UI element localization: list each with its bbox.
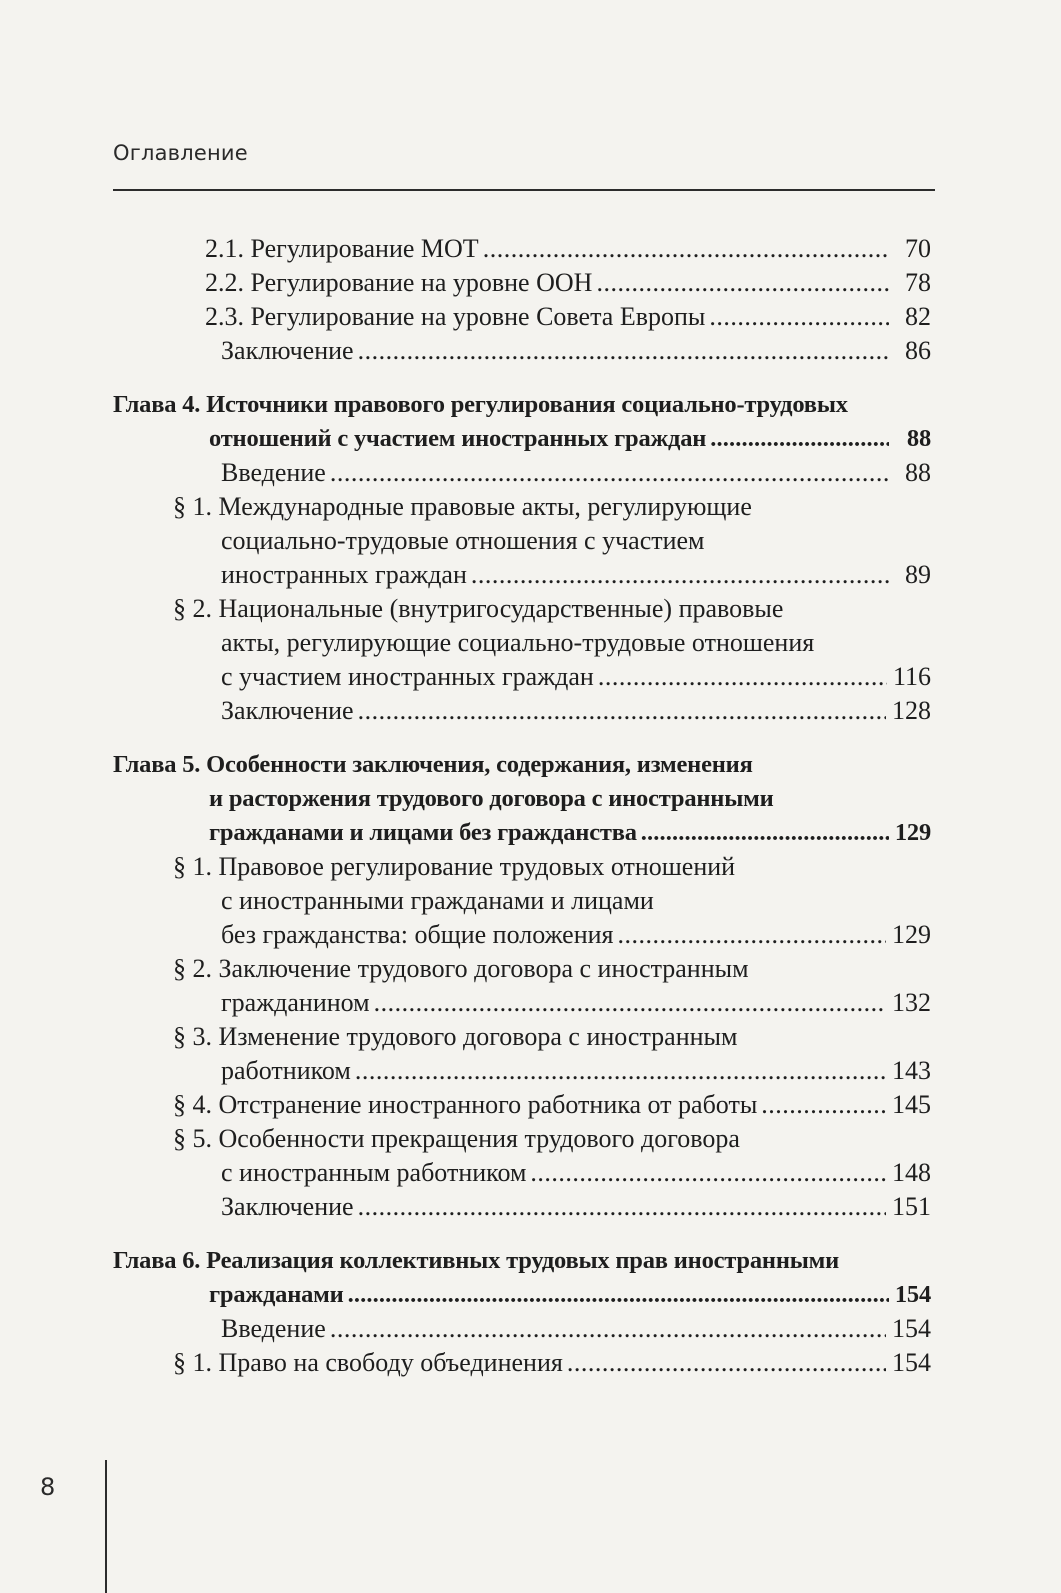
toc-entry-final-line	[173, 660, 931, 694]
toc-entry-final-line	[173, 1088, 931, 1122]
toc-entry-page-number: 145	[892, 1090, 931, 1119]
toc-entry-para[interactable]	[113, 1020, 931, 1088]
toc-entry-title: Заключение	[221, 696, 354, 725]
toc-entry-para[interactable]	[113, 1346, 931, 1380]
dot-leader	[358, 334, 889, 368]
dot-leader	[358, 1190, 886, 1224]
toc-entry-title: 2.2. Регулирование на уровне ООН	[205, 268, 593, 297]
toc-entry-page-number: 143	[892, 1056, 931, 1085]
toc-entry-title: с иностранным работником	[221, 1158, 527, 1187]
toc-entry-chapter[interactable]	[113, 748, 931, 850]
toc-entry-page-number: 154	[894, 1281, 931, 1308]
toc-entry-title-line: § 1. Международные правовые акты, регулирующие	[173, 492, 752, 521]
dot-leader	[641, 816, 889, 850]
dot-leader	[567, 1346, 886, 1380]
toc-entry-title-line: акты, регулирующие социально-трудовые отношения	[221, 628, 815, 657]
toc-entry-page-number: 154	[892, 1348, 931, 1377]
toc-entry-sub[interactable]	[113, 266, 931, 300]
toc-entry-intro[interactable]	[113, 694, 931, 728]
toc-entry-final-line	[173, 1346, 931, 1380]
table-of-contents	[113, 232, 931, 1380]
dot-leader	[355, 1054, 886, 1088]
toc-entry-title-line: Глава 5. Особенности заключения, содержания, изменения	[113, 751, 753, 778]
toc-entry-final-line	[205, 300, 931, 334]
header-rule	[113, 189, 935, 191]
toc-entry-page-number: 89	[905, 560, 931, 589]
running-head: Оглавление	[113, 141, 248, 165]
toc-entry-para[interactable]	[113, 1088, 931, 1122]
toc-entry-para[interactable]	[113, 1122, 931, 1190]
dot-leader	[483, 232, 889, 266]
toc-entry-final-line	[221, 1190, 931, 1224]
margin-rule	[105, 1460, 107, 1593]
toc-entry-final-line	[173, 986, 931, 1020]
toc-entry-title-line: § 2. Национальные (внутригосударственные) правовые	[173, 594, 784, 623]
toc-entry-sub[interactable]	[113, 300, 931, 334]
toc-entry-page-number: 129	[894, 819, 931, 846]
toc-entry-title: иностранных граждан	[221, 560, 467, 589]
toc-entry-page-number: 132	[892, 988, 931, 1017]
toc-entry-final-line	[113, 422, 931, 456]
toc-entry-title: работником	[221, 1056, 351, 1085]
toc-entry-para[interactable]	[113, 952, 931, 1020]
toc-entry-title: § 1. Право на свободу объединения	[173, 1348, 563, 1377]
dot-leader	[598, 660, 887, 694]
toc-entry-para[interactable]	[113, 592, 931, 694]
toc-entry-page-number: 116	[892, 662, 931, 691]
toc-entry-title-line: Глава 6. Реализация коллективных трудовых прав иностранными	[113, 1247, 840, 1274]
toc-entry-title: Введение	[221, 458, 326, 487]
toc-entry-title-line: и расторжения трудового договора с иностранными	[209, 785, 774, 812]
dot-leader	[330, 1312, 886, 1346]
dot-leader	[471, 558, 889, 592]
toc-entry-title: Введение	[221, 1314, 326, 1343]
dot-leader	[709, 300, 889, 334]
toc-entry-chapter[interactable]	[113, 1244, 931, 1312]
toc-entry-title-line: § 2. Заключение трудового договора с иностранным	[173, 954, 749, 983]
toc-entry-title-line: Глава 4. Источники правового регулирования социально-трудовых	[113, 391, 848, 418]
toc-entry-title: с участием иностранных граждан	[221, 662, 594, 691]
dot-leader	[761, 1088, 886, 1122]
toc-entry-title: Заключение	[221, 1192, 354, 1221]
toc-entry-title-line: § 3. Изменение трудового договора с иностранным	[173, 1022, 738, 1051]
toc-entry-title: 2.3. Регулирование на уровне Совета Европы	[205, 302, 706, 331]
toc-entry-final-line	[221, 334, 931, 368]
dot-leader	[348, 1278, 889, 1312]
toc-entry-final-line	[221, 456, 931, 490]
toc-entry-title: § 4. Отстранение иностранного работника от работы	[173, 1090, 758, 1119]
chapter-gap	[113, 1224, 931, 1244]
toc-entry-final-line	[205, 232, 931, 266]
toc-entry-page-number: 88	[905, 458, 931, 487]
toc-entry-final-line	[173, 1054, 931, 1088]
toc-entry-page-number: 78	[905, 268, 931, 297]
toc-entry-page-number: 154	[892, 1314, 931, 1343]
toc-entry-final-line	[221, 1312, 931, 1346]
toc-entry-final-line	[113, 1278, 931, 1312]
toc-entry-title: отношений с участием иностранных граждан	[209, 425, 707, 452]
dot-leader	[530, 1156, 886, 1190]
toc-entry-title-line: социально-трудовые отношения с участием	[221, 526, 705, 555]
dot-leader	[710, 422, 889, 456]
toc-entry-para[interactable]	[113, 850, 931, 952]
toc-entry-final-line	[221, 694, 931, 728]
toc-entry-title-line: с иностранными гражданами и лицами	[221, 886, 654, 915]
toc-entry-final-line	[173, 558, 931, 592]
dot-leader	[330, 456, 889, 490]
toc-entry-page-number: 151	[892, 1192, 931, 1221]
dot-leader	[358, 694, 886, 728]
toc-entry-sub[interactable]	[113, 232, 931, 266]
toc-entry-title-line: § 5. Особенности прекращения трудового договора	[173, 1124, 740, 1153]
dot-leader	[618, 918, 886, 952]
toc-entry-page-number: 88	[906, 425, 931, 452]
toc-entry-final-line	[205, 266, 931, 300]
toc-entry-intro[interactable]	[113, 334, 931, 368]
toc-entry-chapter[interactable]	[113, 388, 931, 456]
toc-entry-final-line	[113, 816, 931, 850]
toc-entry-title: гражданами и лицами без гражданства	[209, 819, 637, 846]
toc-entry-title: 2.1. Регулирование МОТ	[205, 234, 479, 263]
toc-entry-final-line	[173, 918, 931, 952]
toc-entry-para[interactable]	[113, 490, 931, 592]
chapter-gap	[113, 728, 931, 748]
toc-entry-final-line	[173, 1156, 931, 1190]
chapter-gap	[113, 368, 931, 388]
toc-entry-page-number: 70	[905, 234, 931, 263]
toc-entry-title: без гражданства: общие положения	[221, 920, 614, 949]
toc-entry-page-number: 128	[892, 696, 931, 725]
toc-entry-page-number: 82	[905, 302, 931, 331]
toc-entry-intro[interactable]	[113, 1312, 931, 1346]
toc-entry-page-number: 148	[892, 1158, 931, 1187]
toc-entry-page-number: 86	[905, 336, 931, 365]
dot-leader	[596, 266, 889, 300]
toc-entry-intro[interactable]	[113, 456, 931, 490]
dot-leader	[374, 986, 886, 1020]
toc-entry-title: Заключение	[221, 336, 354, 365]
toc-entry-intro[interactable]	[113, 1190, 931, 1224]
toc-entry-title: гражданином	[221, 988, 370, 1017]
toc-entry-page-number: 129	[892, 920, 931, 949]
toc-entry-title: гражданами	[209, 1281, 344, 1308]
page-number: 8	[40, 1473, 56, 1501]
toc-entry-title-line: § 1. Правовое регулирование трудовых отношений	[173, 852, 736, 881]
